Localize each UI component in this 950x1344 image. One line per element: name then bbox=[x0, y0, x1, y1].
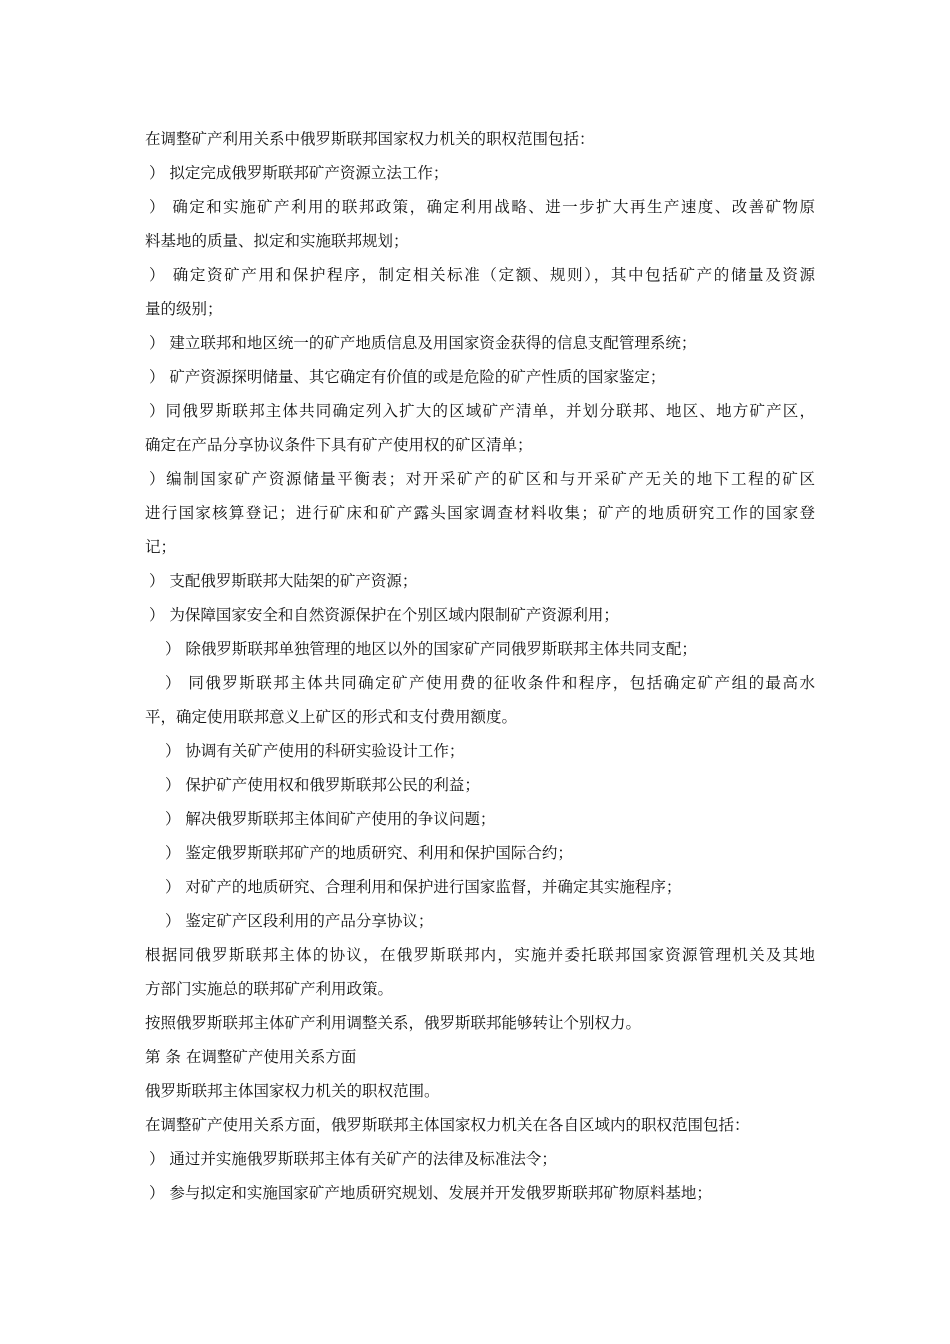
list-item-line: ） 鉴定矿产区段利用的产品分享协议； bbox=[165, 912, 434, 930]
list-item-line: ） 鉴定俄罗斯联邦矿产的地质研究、利用和保护国际合约； bbox=[165, 844, 573, 862]
paragraph-line: 平，确定使用联邦意义上矿区的形式和支付费用额度。 bbox=[145, 708, 518, 726]
paragraph-line: 进行国家核算登记；进行矿床和矿产露头国家调查材料收集；矿产的地质研究工作的国家登 bbox=[145, 504, 815, 522]
paragraph-line: 量的级别； bbox=[145, 300, 223, 318]
list-item-line: ） 保护矿产使用权和俄罗斯联邦公民的利益； bbox=[165, 776, 480, 794]
paragraph-line: 料基地的质量、拟定和实施联邦规划； bbox=[145, 232, 409, 250]
list-item-line: ）同俄罗斯联邦主体共同确定列入扩大的区域矿产清单，并划分联邦、地区、地方矿产区， bbox=[149, 402, 815, 420]
list-item-line: ） 对矿产的地质研究、合理利用和保护进行国家监督，并确定其实施程序； bbox=[165, 878, 682, 896]
paragraph-line: 方部门实施总的联邦矿产利用政策。 bbox=[145, 980, 394, 998]
paragraph-line: 根据同俄罗斯联邦主体的协议，在俄罗斯联邦内，实施并委托联邦国家资源管理机关及其地 bbox=[145, 946, 815, 964]
list-item-line: ） 拟定完成俄罗斯联邦矿产资源立法工作； bbox=[149, 164, 449, 182]
list-item-line: ） 为保障国家安全和自然资源保护在个别区域内限制矿产资源利用； bbox=[149, 606, 619, 624]
list-item-line: ） 通过并实施俄罗斯联邦主体有关矿产的法律及标准法令； bbox=[149, 1150, 557, 1168]
paragraph-line: 按照俄罗斯联邦主体矿产利用调整关系，俄罗斯联邦能够转让个别权力。 bbox=[145, 1014, 642, 1032]
document-body bbox=[145, 122, 815, 1210]
paragraph-line: 在调整矿产使用关系方面，俄罗斯联邦主体国家权力机关在各自区域内的职权范围包括： bbox=[145, 1116, 750, 1134]
article-heading: 第 条 在调整矿产使用关系方面 bbox=[145, 1048, 357, 1066]
list-item-line: ） 支配俄罗斯联邦大陆架的矿产资源； bbox=[149, 572, 418, 590]
list-item-line: ） 确定资矿产用和保护程序，制定相关标准（定额、规则），其中包括矿产的储量及资源 bbox=[149, 266, 815, 284]
list-item-line: ）编制国家矿产资源储量平衡表；对开采矿产的矿区和与开采矿产无关的地下工程的矿区 bbox=[149, 470, 815, 488]
paragraph-line: 俄罗斯联邦主体国家权力机关的职权范围。 bbox=[145, 1082, 440, 1100]
list-item-line: ） 同俄罗斯联邦主体共同确定矿产使用费的征收条件和程序，包括确定矿产组的最高水 bbox=[165, 674, 815, 692]
list-item-line: ） 确定和实施矿产利用的联邦政策，确定利用战略、进一步扩大再生产速度、改善矿物原 bbox=[149, 198, 815, 216]
list-item-line: ） 建立联邦和地区统一的矿产地质信息及用国家资金获得的信息支配管理系统； bbox=[149, 334, 697, 352]
list-item-line: ） 矿产资源探明储量、其它确定有价值的或是危险的矿产性质的国家鉴定； bbox=[149, 368, 666, 386]
list-item-line: ） 参与拟定和实施国家矿产地质研究规划、发展并开发俄罗斯联邦矿物原料基地； bbox=[149, 1184, 712, 1202]
list-item-line: ） 除俄罗斯联邦单独管理的地区以外的国家矿产同俄罗斯联邦主体共同支配； bbox=[165, 640, 697, 658]
paragraph-line: 在调整矿产利用关系中俄罗斯联邦国家权力机关的职权范围包括： bbox=[145, 130, 595, 148]
list-item-line: ） 协调有关矿产使用的科研实验设计工作； bbox=[165, 742, 465, 760]
paragraph-line: 记； bbox=[145, 538, 177, 556]
list-item-line: ） 解决俄罗斯联邦主体间矿产使用的争议问题； bbox=[165, 810, 496, 828]
paragraph-line: 确定在产品分享协议条件下具有矿产使用权的矿区清单； bbox=[145, 436, 533, 454]
